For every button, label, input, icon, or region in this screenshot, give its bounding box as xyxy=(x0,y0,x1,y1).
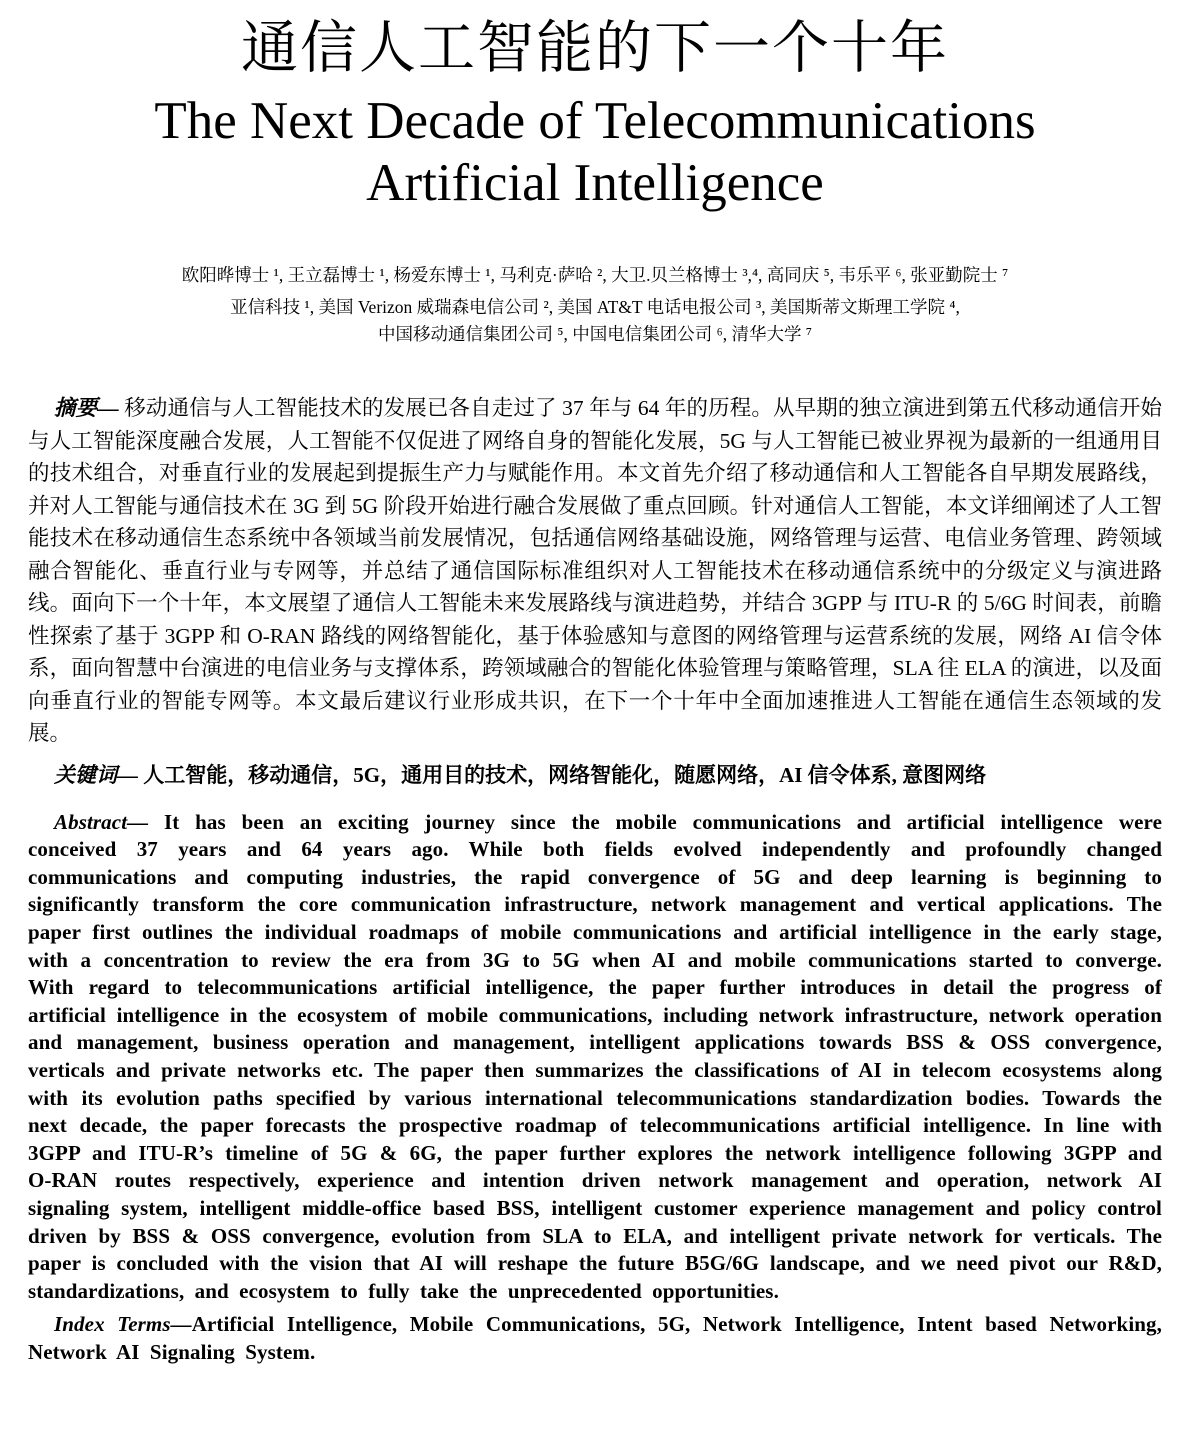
paper-title-chinese: 通信人工智能的下一个十年 xyxy=(241,17,949,80)
affiliations-line1: 亚信科技 ¹, 美国 Verizon 威瑞森电信公司 ², 美国 AT&T 电话电报公司 ³, 美国斯蒂文斯理工学院 ⁴, xyxy=(230,297,960,318)
affiliations-line2: 中国移动通信集团公司 ⁵, 中国电信集团公司 ⁶, 清华大学 ⁷ xyxy=(378,324,812,345)
abstract-english xyxy=(28,809,1162,1306)
index-terms-text: Artificial Intelligence, Mobile Communications, 5G, Network Intelligence, Intent based Networking, Network AI Signaling System. xyxy=(28,1312,1162,1364)
paper-title-english-line1: The Next Decade of Telecommunications xyxy=(154,91,1036,150)
abstract-english-label: Abstract— xyxy=(54,809,149,834)
keywords-chinese-label: 关键词— xyxy=(54,762,138,787)
abstract-chinese-label: 摘要— xyxy=(54,396,119,421)
index-terms-label: Index Terms— xyxy=(54,1312,192,1337)
index-terms xyxy=(28,1311,1162,1366)
affiliations xyxy=(28,294,1162,348)
abstract-english-text: It has been an exciting journey since the mobile communications and artificial intelligence were conceived 37 years and 64 years ago. While both fields evolved independently and profoundly changed communications and computing industries, the rapid convergence of 5G and deep learning is beginning to significantly transform the core communication infrastructure, network management and vertical applications. The paper first outlines the individual roadmaps of mobile communications and artificial intelligence in the early stage, with a concentration to review the era from 3G to 5G when AI and mobile communications started to converge. With regard to telecommunications artificial intelligence, the paper further introduces in detail the progress of artificial intelligence in the ecosystem of mobile communications, including network infrastructure, network operation and management, business operation and management, intelligent applications towards BSS & OSS convergence, verticals and private networks etc. The paper then summarizes the classifications of AI in telecom ecosystems along with its evolution paths specified by various international telecommunications standardization bodies. Towards the next decade, the paper forecasts the prospective roadmap of telecommunications artificial intelligence. In line with 3GPP and ITU-R’s timeline of 5G & 6G, the paper further explores the network intelligence following 3GPP and O-RAN routes respectively, experience and intention driven network management and operation, network AI signaling system, intelligent middle-office based BSS, intelligent customer experience management and policy control driven by BSS & OSS convergence, evolution from SLA to ELA, and intelligent private network for verticals. The paper is concluded with the vision that AI will reshape the future B5G/6G landscape, and we need pivot our R&D, standardizations, and ecosystem to fully take the unprecedented opportunities. xyxy=(28,809,1162,1303)
abstract-chinese xyxy=(28,392,1162,750)
keywords-chinese xyxy=(28,759,1162,792)
keywords-chinese-text: 人工智能，移动通信，5G，通用目的技术，网络智能化，随愿网络，AI 信令体系, 意图网络 xyxy=(138,762,987,787)
paper-title-english xyxy=(28,90,1162,214)
paper-title-english-line2: Artificial Intelligence xyxy=(366,153,824,212)
abstract-chinese-text: 移动通信与人工智能技术的发展已各自走过了 37 年与 64 年的历程。从早期的独立演进到第五代移动通信开始与人工智能深度融合发展，人工智能不仅促进了网络自身的智能化发展，5G 与人工智能已被业界视为最新的一组通用目的技术组合，对垂直行业的发展起到提振生产力与赋能作用。本文首先介绍了移动通信和人工智能各自早期发展路线，并对人工智能与通信技术在 3G 到 5G 阶段开始进行融合发展做了重点回顾。针对通信人工智能，本文详细阐述了人工智能技术在移动通信生态系统中各领域当前发展情况，包括通信网络基础设施，网络管理与运营、电信业务管理、跨领域融合智能化、垂直行业与专网等，并总结了通信国际标准组织对人工智能技术在移动通信系统中的分级定义与演进路线。面向下一个十年，本文展望了通信人工智能未来发展路线与演进趋势，并结合 3GPP 与 ITU-R 的 5/6G 时间表，前瞻性探索了基于 3GPP 和 O-RAN 路线的网络智能化，基于体验感知与意图的网络管理与运营系统的发展，网络 AI 信令体系，面向智慧中台演进的电信业务与支撑体系，跨领域融合的智能化体验管理与策略管理，SLA 往 ELA 的演进，以及面向垂直行业的智能专网等。本文最后建议行业形成共识，在下一个十年中全面加速推进人工智能在通信生态领域的发展。 xyxy=(28,396,1162,746)
author-list: 欧阳晔博士 ¹, 王立磊博士 ¹, 杨爱东博士 ¹, 马利克·萨哈 ², 大卫.贝兰格博士 ³,⁴, 高同庆 ⁵, 韦乐平 ⁶, 张亚勤院士 ⁷ xyxy=(181,264,1009,285)
